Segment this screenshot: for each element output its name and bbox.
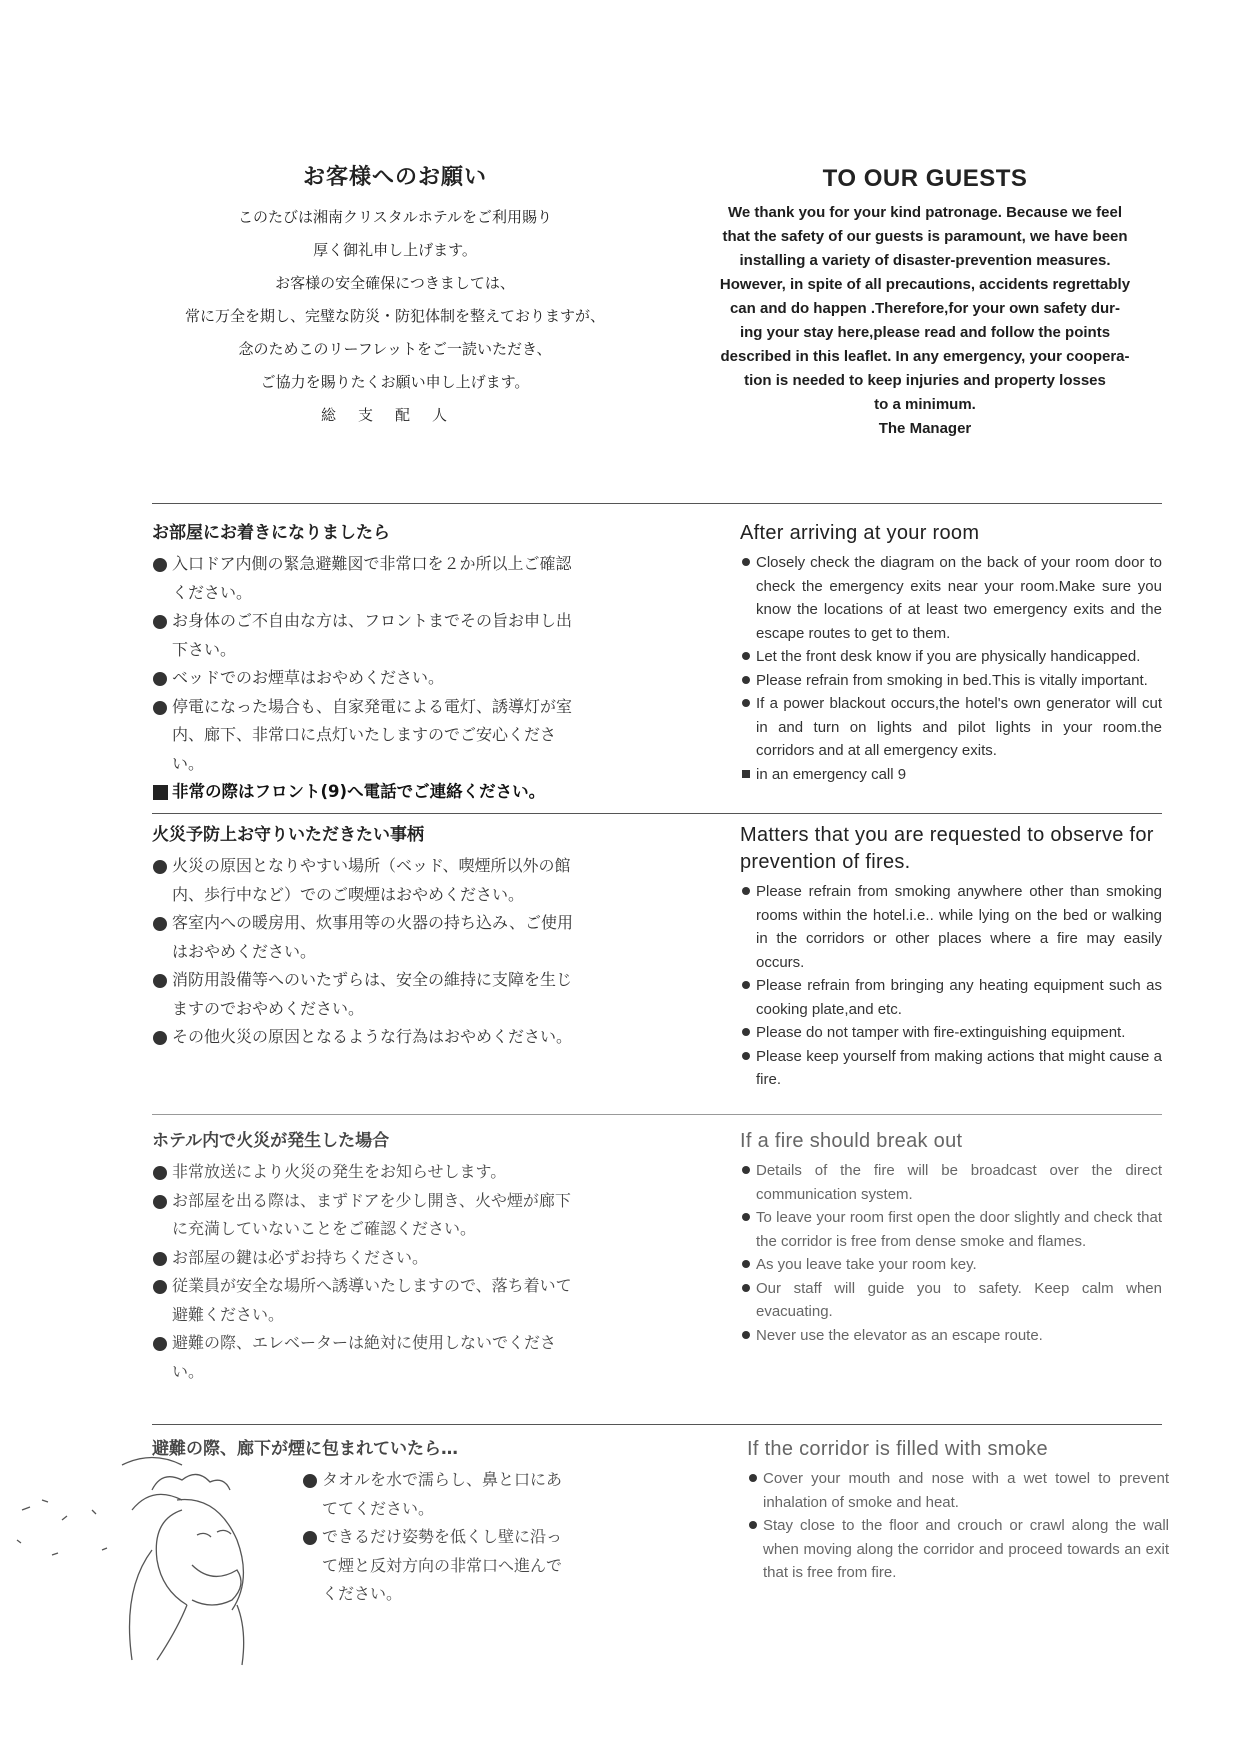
en-bullet-item: Please refrain from smoking anywhere other than smoking rooms within the hotel.i.e.. while lying on the bed or walking in the corridors or other places where a fire may easily occurs. — [740, 880, 1162, 974]
intro-jp-line: 厚く御礼申し上げます。 — [313, 241, 477, 259]
intro-en-line: We thank you for your kind patronage. Because we feel — [728, 204, 1122, 221]
intro-jp-line: ご協力を賜りたくお願い申し上げます。 — [260, 373, 530, 391]
person-covering-mouth-illustration — [2, 1440, 302, 1670]
jp-smoke-items — [302, 1466, 572, 1609]
intro-en-line: to a minimum. — [874, 396, 976, 413]
section-en-heading: After arriving at your room — [740, 522, 980, 544]
en-bullet-item: To leave your room first open the door slightly and check that the corridor is free from dense smoke and flames. — [740, 1206, 1162, 1253]
intro-jp-line: このたびは湘南クリスタルホテルをご利用賜り — [238, 208, 552, 226]
intro-en-line: described in this leaflet. In any emergency, your coopera- — [720, 348, 1130, 365]
jp-bullet-item: 入口ドア内側の緊急避難図で非常口を２か所以上ご確認ください。 — [152, 550, 577, 607]
section-en-column — [740, 1128, 1162, 1347]
section-en-heading: If a fire should break out — [740, 1130, 963, 1152]
en-bullet-item: Please keep yourself from making actions that might cause a fire. — [740, 1045, 1162, 1092]
en-bullet-item: Never use the elevator as an escape route. — [740, 1324, 1162, 1348]
jp-bullet-item: その他火災の原因となるような行為はおやめください。 — [152, 1023, 577, 1052]
intro-en-line: that the safety of our guests is paramount, we have been — [722, 228, 1128, 245]
intro-en-line: However, in spite of all precautions, accidents regrettably — [719, 276, 1131, 293]
section-divider — [152, 813, 1162, 814]
intro-en-line: installing a variety of disaster-prevention measures. — [739, 252, 1111, 269]
intro-jp-line: お客様の安全確保につきましては、 — [275, 274, 515, 292]
en-bullet-item: Closely check the diagram on the back of your room door to check the emergency exits near your room.Make sure you know the locations of at least two emergency exits and the escape routes to get to them. — [740, 551, 1162, 645]
jp-bullet-item: ベッドでのお煙草はおやめください。 — [152, 664, 577, 693]
jp-bullet-item: お身体のご不自由な方は、フロントまでその旨お申し出下さい。 — [152, 607, 577, 664]
intro-jp-line: 念のためこのリーフレットをご一読いただき、 — [238, 340, 552, 358]
intro-japanese — [145, 160, 645, 432]
en-bullet-item: Please refrain from smoking in bed.This is vitally important. — [740, 669, 1162, 693]
en-bullet-item: Let the front desk know if you are physically handicapped. — [740, 645, 1162, 669]
jp-bullet-item: 従業員が安全な場所へ誘導いたしますので、落ち着いて避難ください。 — [152, 1272, 577, 1329]
intro-en-title: TO OUR GUESTS — [822, 165, 1028, 192]
en-bullet-item: Please refrain from bringing any heating equipment such as cooking plate,and etc. — [740, 974, 1162, 1021]
en-bullet-item: As you leave take your room key. — [740, 1253, 1162, 1277]
intro-en-line: tion is needed to keep injuries and property losses — [744, 372, 1106, 389]
intro-english — [700, 165, 1150, 441]
jp-bullet-item: お部屋を出る際は、まずドアを少し開き、火や煙が廊下に充満していないことをご確認ください。 — [152, 1187, 577, 1244]
section-jp-column — [152, 822, 577, 1052]
intro-jp-line: 常に万全を期し、完璧な防災・防犯体制を整えておりますが、 — [184, 307, 605, 325]
en-bullet-item: Cover your mouth and nose with a wet towel to prevent inhalation of smoke and heat. — [747, 1467, 1169, 1514]
intro-en-line: can and do happen .Therefore,for your own safety dur- — [729, 300, 1121, 317]
jp-emergency-note: 非常の際はフロント(9)へ電話でご連絡ください。 — [152, 778, 577, 807]
jp-bullet-item: タオルを水で濡らし、鼻と口にあててください。 — [302, 1466, 572, 1523]
section-en-column — [740, 520, 1162, 786]
section-en-heading: Matters that you are requested to observe for prevention of fires. — [740, 824, 1154, 873]
jp-bullet-item: 避難の際、エレベーターは絶対に使用しないでください。 — [152, 1329, 577, 1386]
en-bullet-item: Please do not tamper with fire-extinguishing equipment. — [740, 1021, 1162, 1045]
intro-jp-title: お客様へのお願い — [302, 164, 487, 190]
jp-bullet-item: 停電になった場合も、自家発電による電灯、誘導灯が室内、廊下、非常口に点灯いたしますのでご安心ください。 — [152, 693, 577, 779]
jp-bullet-item: 消防用設備等へのいたずらは、安全の維持に支障を生じますのでおやめください。 — [152, 966, 577, 1023]
section-divider — [152, 1424, 1162, 1425]
intro-en-signature: The Manager — [878, 420, 972, 437]
intro-jp-signature: 総支配人 — [320, 406, 469, 424]
section-jp-heading: ホテル内で火災が発生した場合 — [152, 1131, 390, 1151]
section-jp-heading: お部屋にお着きになりましたら — [152, 523, 390, 543]
section-en-column — [747, 1436, 1169, 1585]
section-jp-column — [152, 520, 577, 807]
section-divider — [152, 503, 1162, 504]
section-en-column — [740, 822, 1162, 1092]
en-bullet-item: Our staff will guide you to safety. Keep calm when evacuating. — [740, 1277, 1162, 1324]
en-emergency-note: in an emergency call 9 — [740, 763, 1162, 787]
section-en-heading: If the corridor is filled with smoke — [747, 1438, 1048, 1460]
en-bullet-item: If a power blackout occurs,the hotel's own generator will cut in and turn on lights and pilot lights in your room.the corridors and at all emergency exits. — [740, 692, 1162, 763]
jp-bullet-item: 火災の原因となりやすい場所（ベッド、喫煙所以外の館内、歩行中など）でのご喫煙はおやめください。 — [152, 852, 577, 909]
section-jp-column — [152, 1128, 577, 1386]
en-bullet-item: Stay close to the floor and crouch or crawl along the wall when moving along the corridor and proceed towards an exit that is free from fire. — [747, 1514, 1169, 1585]
jp-bullet-item: 非常放送により火災の発生をお知らせします。 — [152, 1158, 577, 1187]
intro-en-line: ing your stay here,please read and follow the points — [739, 324, 1111, 341]
jp-bullet-item: できるだけ姿勢を低くし壁に沿って煙と反対方向の非常口へ進んでください。 — [302, 1523, 572, 1609]
section-jp-heading: 火災予防上お守りいただきたい事柄 — [152, 825, 424, 845]
jp-bullet-item: お部屋の鍵は必ずお持ちください。 — [152, 1244, 577, 1273]
en-bullet-item: Details of the fire will be broadcast over the direct communication system. — [740, 1159, 1162, 1206]
section-jp-heading: 避難の際、廊下が煙に包まれていたら… — [152, 1439, 458, 1459]
jp-bullet-item: 客室内への暖房用、炊事用等の火器の持ち込み、ご使用はおやめください。 — [152, 909, 577, 966]
section-divider — [152, 1114, 1162, 1115]
